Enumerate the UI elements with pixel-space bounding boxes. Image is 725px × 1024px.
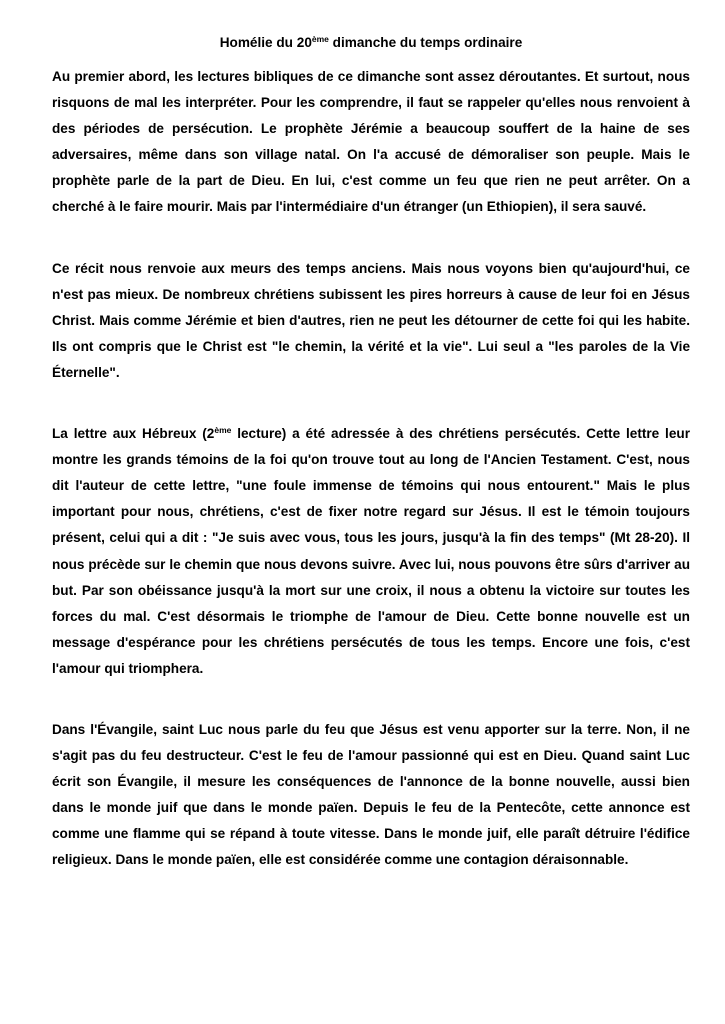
page-title: [52, 34, 690, 52]
paragraph-1: Au premier abord, les lectures bibliques de ce dimanche sont assez déroutantes. Et surtout, nous risquons de mal les interpréter. Pour les comprendre, il faut se rappeler qu'elles nous renvoient à des périodes de persécution. Le prophète Jérémie a beaucoup souffert de la haine de ses adversaires, même dans son village natal. On l'a accusé de démoraliser son peuple. Mais le prophète parle de la part de Dieu. En lui, c'est comme un feu que rien ne peut arrêter. On a cherché à le faire mourir. Mais par l'intermédiaire d'un étranger (un Ethiopien), il sera sauvé.: [52, 69, 690, 215]
title-text-end: dimanche du temps ordinaire: [328, 35, 523, 50]
paragraph-3-rest: lecture) a été adressée à des chrétiens persécutés. Cette lettre leur montre les grands témoins de la foi qu'on trouve tout au long de l'Ancien Testament. C'est, nous dit l'auteur de cette lettre, "une foule immense de témoins qui nous entourent." Mais le plus important pour nous, chrétiens, c'est de fixer notre regard sur Jésus. Il est le témoin toujours présent, celui qui a dit : "Je suis avec vous, tous les jours, jusqu'à la fin des temps" (Mt 28-20). Il nous précède sur le chemin que nous devons suivre. Avec lui, nous pouvons être sûrs d'arriver au but. Par son obéissance jusqu'à la mort sur une croix, il nous a obtenu la victoire sur toutes les forces du mal. C'est désormais le triomphe de l'amour de Dieu. Cette bonne nouvelle est un message d'espérance pour les chrétiens persécutés de tous les temps. Encore une fois, c'est l'amour qui triomphera.: [52, 426, 690, 676]
document-page: [52, 34, 690, 874]
paragraph-3-start: La lettre aux Hébreux (2: [52, 426, 215, 442]
paragraph-3-ordinal-superscript: ème: [214, 425, 232, 436]
paragraph-3: [52, 421, 690, 682]
title-text: Homélie du 20: [219, 35, 312, 50]
title-ordinal-superscript: ème: [311, 34, 329, 44]
paragraph-2: Ce récit nous renvoie aux meurs des temps anciens. Mais nous voyons bien qu'aujourd'hui, ce n'est pas mieux. De nombreux chrétiens subissent les pires horreurs à cause de leur foi en Jésus Christ. Mais comme Jérémie et bien d'autres, rien ne peut les détourner de cette foi qui les habite. Ils ont compris que le Christ est "le chemin, la vérité et la vie". Lui seul a "les paroles de la Vie Éternelle".: [52, 260, 690, 380]
paragraph-4: Dans l'Évangile, saint Luc nous parle du feu que Jésus est venu apporter sur la terre. Non, il ne s'agit pas du feu destructeur. C'est le feu de l'amour passionné qui est en Dieu. Quand saint Luc écrit son Évangile, il mesure les conséquences de l'annonce de la bonne nouvelle, aussi bien dans le monde juif que dans le monde païen. Depuis le feu de la Pentecôte, cette annonce est comme une flamme qui se répand à toute vitesse. Dans le monde juif, elle paraît détruire l'édifice religieux. Dans le monde païen, elle est considérée comme une contagion déraisonnable.: [52, 721, 690, 868]
